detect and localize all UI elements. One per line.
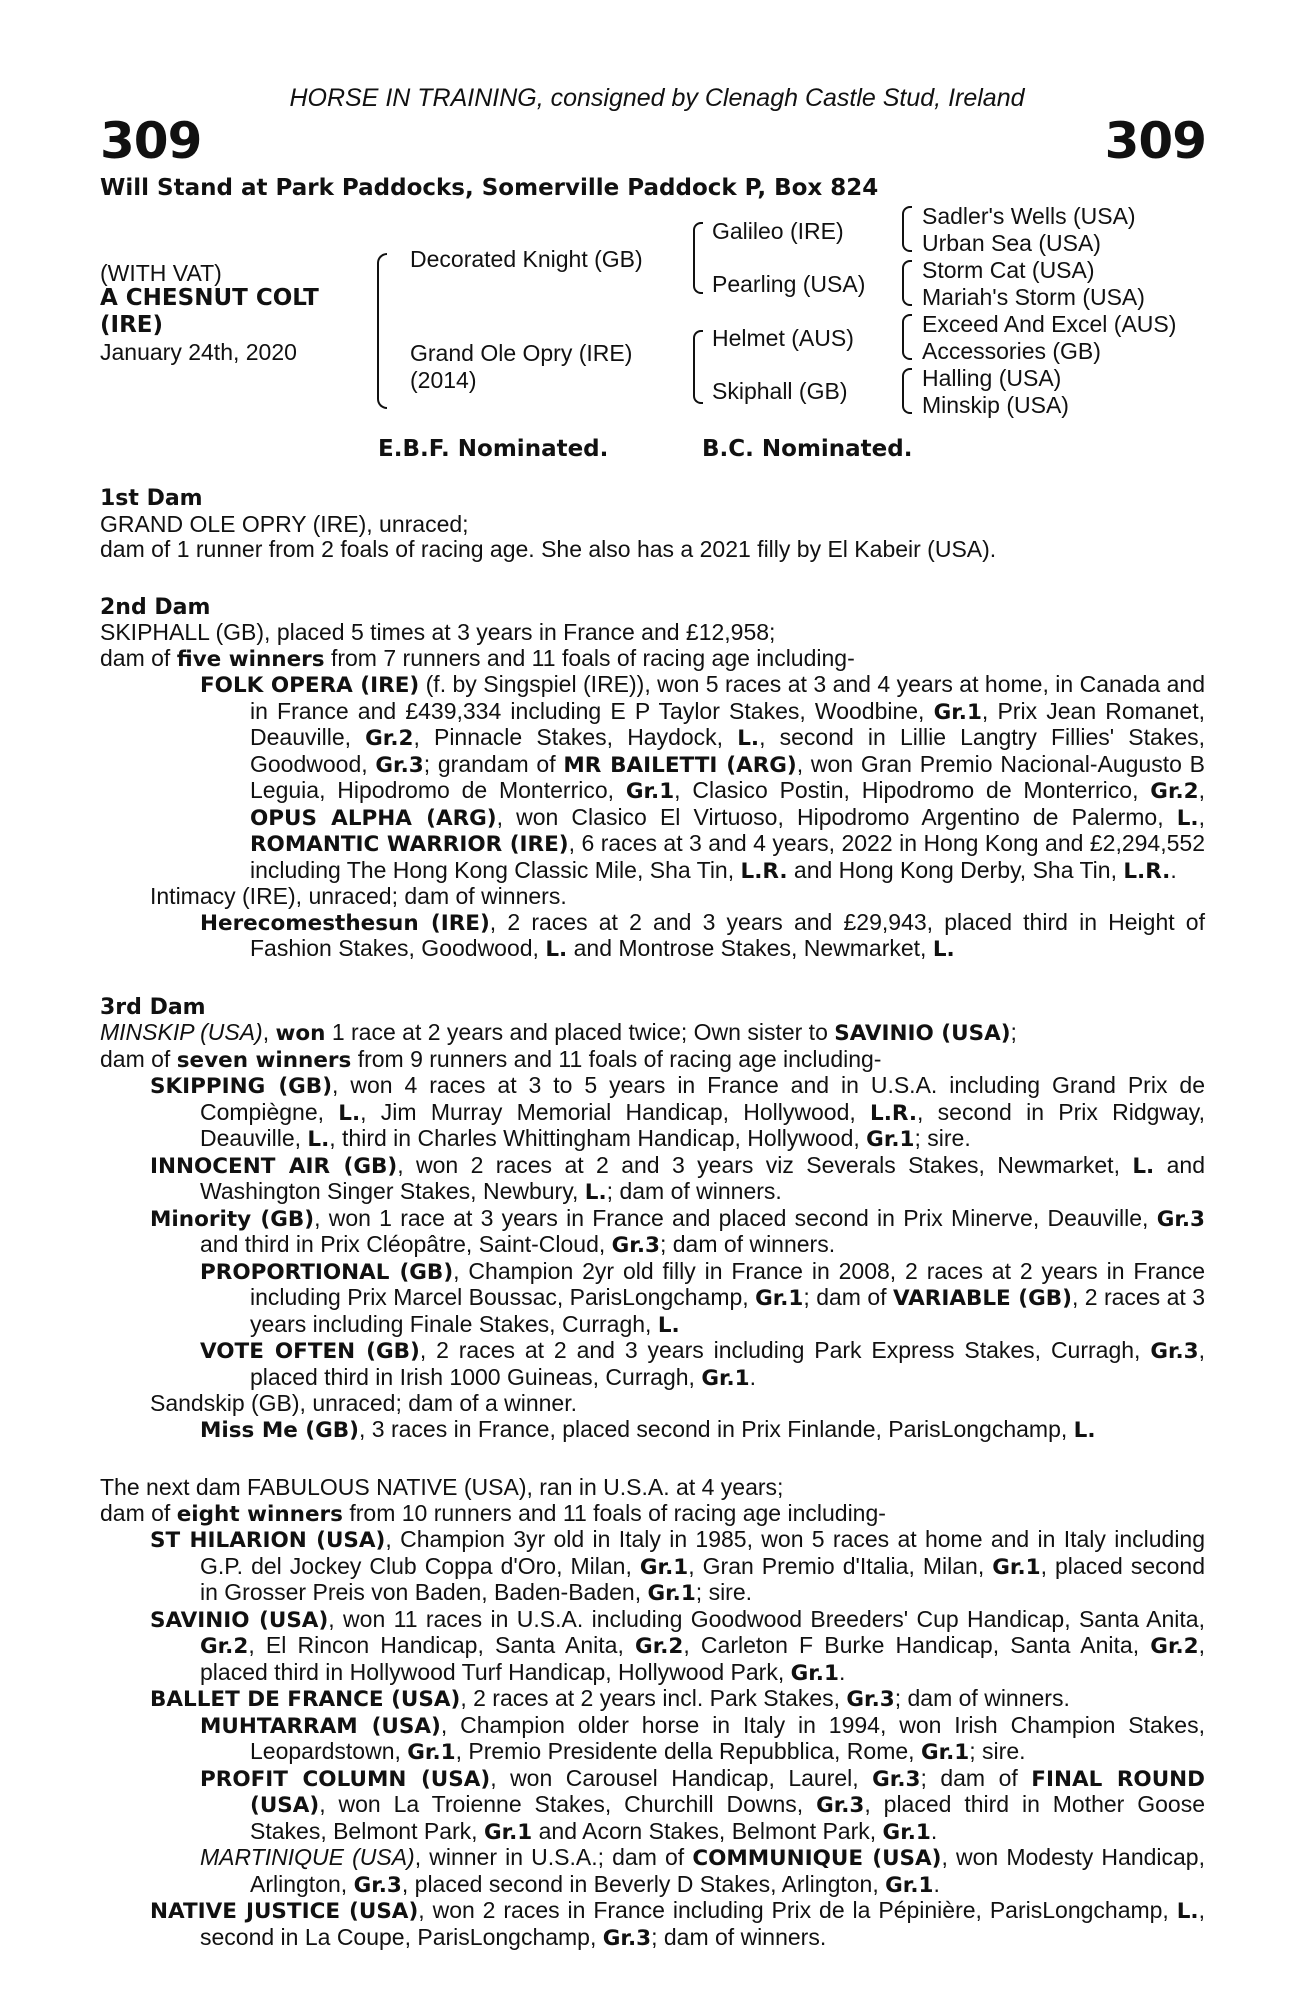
pedigree-sire-sire: Galileo (IRE) [712,218,844,244]
entry-ballet-de-france: BALLET DE FRANCE (USA), 2 races at 2 years incl. Park Stakes, Gr.3; dam of winners. [150,1685,1070,1712]
entry-st-hilarion: ST HILARION (USA), Champion 3yr old in Italy in 1985, won 5 races at home and in Italy including G.P. del Jockey Club Coppa d'Oro, Milan, Gr.1, Gran Premio d'Italia, Milan, Gr.1, placed second in Grosser Preis von Baden, Baden-Baden, Gr.1; sire. [150,1526,1206,1606]
entry-innocent-air: INNOCENT AIR (GB), won 2 races at 2 and 3 years viz Severals Stakes, Newmarket, L. and Washington Singer Stakes, Newbury, L.; dam of winners. [150,1151,1206,1205]
pedigree-details [100,486,1205,1951]
entry-martinique: MARTINIQUE (USA), winner in U.S.A.; dam of COMMUNIQUE (USA), won Modesty Handicap, Arlington, Gr.3, placed second in Beverly D Stakes, Arlington, Gr.1. [200,1844,1205,1898]
lot-number-left: 309 [100,112,202,170]
entry-savinio: SAVINIO (USA), won 11 races in U.S.A. including Goodwood Breeders' Cup Handicap, Santa Anita, Gr.2, El Rincon Handicap, Santa Anita, Gr.2, Carleton F Burke Handicap, Santa Anita, Gr.2, placed third in Hollywood Turf Handicap, Hollywood Park, Gr.1. [150,1605,1205,1686]
entry-minority: Minority (GB), won 1 race at 3 years in France and placed second in Prix Minerve, Deauville, Gr.3 and third in Prix Cléopâtre, Saint-Cloud, Gr.3; dam of winners. [150,1204,1205,1258]
pedigree-brace-1 [377,253,387,409]
pedigree-dam-dam: Skiphall (GB) [712,378,848,404]
third-dam-section [100,995,1205,1444]
entry-vote-often: VOTE OFTEN (GB), 2 races at 2 and 3 years including Park Express Stakes, Curragh, Gr.3, placed third in Irish 1000 Guineas, Curragh, Gr.1. [200,1337,1206,1391]
stand-location: Will Stand at Park Paddocks, Somerville Paddock P, Box 824 [100,175,879,201]
lot-number-right: 309 [1104,112,1206,170]
first-dam-heading: 1st Dam [100,486,203,511]
pedigree-dds: Halling (USA) [922,365,1062,391]
pedigree-dam-year: (2014) [410,367,477,393]
entry-proportional: PROPORTIONAL (GB), Champion 2yr old filly in France in 2008, 2 races at 2 years in France including Prix Marcel Boussac, ParisLongchamp, Gr.1; dam of VARIABLE (GB), 2 races at 3 years including Finale Stakes, Curragh, L. [200,1257,1205,1338]
entry-native-justice: NATIVE JUSTICE (USA), won 2 races in France including Prix de la Pépinière, ParisLongchamp, L., second in La Coupe, ParisLongchamp, Gr.3; dam of winners. [150,1897,1205,1951]
next-dam-section [100,1475,1205,1951]
pedigree-ddd: Minskip (USA) [922,392,1069,418]
third-dam-line2: dam of seven winners from 9 runners and 11 foals of racing age including- [100,1045,882,1073]
pedigree-brace-3a [902,206,912,252]
pedigree-brace-3d [902,368,912,414]
vat-label: (WITH VAT) [100,260,222,286]
next-dam-line2: dam of eight winners from 10 runners and 11 foals of racing age including- [100,1499,886,1527]
first-dam-section [100,486,1205,563]
first-dam-line2: dam of 1 runner from 2 foals of racing age. She also has a 2021 filly by El Kabeir (USA). [100,536,997,562]
pedigree-sds: Storm Cat (USA) [922,257,1095,283]
pedigree-ssd: Urban Sea (USA) [922,230,1101,256]
entry-skipping: SKIPPING (GB), won 4 races at 3 to 5 years in France and in U.S.A. including Grand Prix de Compiègne, L., Jim Murray Memorial Handicap, Hollywood, L.R., second in Prix Ridgway, Deauville, L., third in Charles Whittingham Handicap, Hollywood, Gr.1; sire. [150,1072,1205,1152]
third-dam-line1: MINSKIP (USA), won 1 race at 2 years and placed twice; Own sister to SAVINIO (USA); [100,1019,1017,1046]
second-dam-section [100,595,1205,963]
entry-profit-column: PROFIT COLUMN (USA), won Carousel Handicap, Laurel, Gr.3; dam of FINAL ROUND (USA), won La Troienne Stakes, Churchill Downs, Gr.3, placed third in Mother Goose Stakes, Belmont Park, Gr.1 and Acorn Stakes, Belmont Park, Gr.1. [200,1764,1206,1845]
second-dam-line1: SKIPHALL (GB), placed 5 times at 3 years in France and £12,958; [100,619,776,645]
entry-sandskip: Sandskip (GB), unraced; dam of a winner. [150,1390,577,1416]
second-dam-line2: dam of five winners from 7 runners and 11 foals of racing age including- [100,644,855,672]
entry-folk-opera: FOLK OPERA (IRE) (f. by Singspiel (IRE)), won 5 races at 3 and 4 years at home, in Canada and in France and £439,334 including E P Taylor Stakes, Woodbine, Gr.1, Prix Jean Romanet, Deauville, Gr.2, Pinnacle Stakes, Haydock, L., second in Lillie Langtry Fillies' Stakes, Goodwood, Gr.3; grandam of MR BAILETTI (ARG), won Gran Premio Nacional-Augusto B Leguia, Hipodromo de Monterrico, Gr.1, Clasico Postin, Hipodromo de Monterrico, Gr.2, OPUS ALPHA (ARG), won Clasico El Virtuoso, Hipodromo Argentino de Palermo, L., ROMANTIC WARRIOR (IRE), 6 races at 3 and 4 years, 2022 in Hong Kong and £2,294,552 including The Hong Kong Classic Mile, Sha Tin, L.R. and Hong Kong Derby, Sha Tin, L.R.. [200,671,1205,884]
next-dam-line1: The next dam FABULOUS NATIVE (USA), ran in U.S.A. at 4 years; [100,1474,784,1500]
third-dam-heading: 3rd Dam [100,994,206,1020]
pedigree-dam-sire: Helmet (AUS) [712,325,854,351]
entry-miss-me: Miss Me (GB), 3 races in France, placed second in Prix Finlande, ParisLongchamp, L. [200,1415,1096,1443]
ebf-nomination: E.B.F. Nominated. [378,436,609,462]
date-of-birth: January 24th, 2020 [100,339,297,365]
second-dam-heading: 2nd Dam [100,594,211,620]
pedigree-dam: Grand Ole Opry (IRE) [410,340,633,366]
entry-herecomesthesun: Herecomesthesun (IRE), 2 races at 2 and 3 years and £29,943, placed third in Height of Fashion Stakes, Goodwood, L. and Montrose Stakes, Newmarket, L. [200,908,1205,962]
header-title: HORSE IN TRAINING, consigned by Clenagh Castle Stud, Ireland [289,84,1025,112]
pedigree-dss: Exceed And Excel (AUS) [922,311,1177,337]
pedigree-sire-dam: Pearling (USA) [712,271,866,297]
pedigree-sire: Decorated Knight (GB) [410,246,643,272]
lot-name-line1: A CHESNUT COLT [100,285,319,311]
pedigree-dsd: Accessories (GB) [922,338,1101,364]
first-dam-line1: GRAND OLE OPRY (IRE), unraced; [100,510,469,537]
pedigree-brace-2a [693,222,703,294]
pedigree-sdd: Mariah's Storm (USA) [922,284,1145,310]
pedigree-brace-3b [902,260,912,306]
lot-name-line2: (IRE) [100,312,164,338]
pedigree-sss: Sadler's Wells (USA) [922,203,1136,229]
entry-muhtarram: MUHTARRAM (USA), Champion older horse in Italy in 1994, won Irish Champion Stakes, Leopardstown, Gr.1, Premio Presidente della Repubblica, Rome, Gr.1; sire. [200,1711,1205,1765]
entry-intimacy: Intimacy (IRE), unraced; dam of winners. [150,883,567,909]
pedigree-brace-2b [693,330,703,404]
pedigree-brace-3c [902,314,912,360]
bc-nomination: B.C. Nominated. [702,436,913,462]
